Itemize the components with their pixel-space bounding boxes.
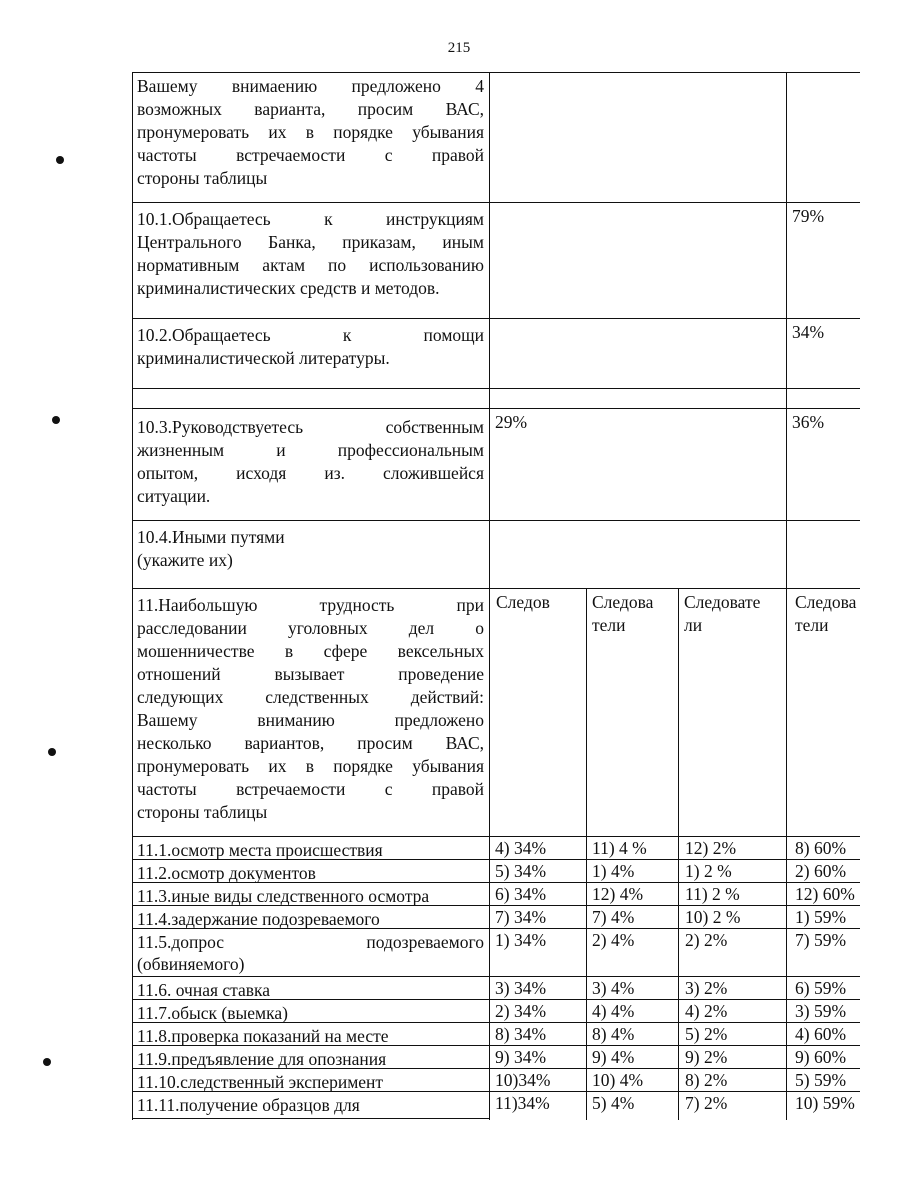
question-10-1-value: 79% — [792, 206, 825, 226]
intro-line: пронумеровать их в порядке убывания — [137, 122, 484, 142]
intro-line: Вашему внимаению предложено 4 — [137, 76, 484, 96]
question-10-3-text: опытом, исходя из. сложившейся — [137, 463, 484, 483]
table-cell-value: 6) 59% — [795, 978, 847, 998]
table-cell-value: 2) 34% — [495, 1001, 547, 1021]
row-divider — [132, 588, 860, 589]
table-cell-value: 4) 2% — [685, 1001, 728, 1021]
table-row-label: (обвиняемого) — [137, 954, 245, 974]
table-cell-value: 1) 2 % — [685, 861, 732, 881]
table-cell-value: 3) 2% — [685, 978, 728, 998]
table-row-label: 11.7.обыск (выемка) — [137, 1003, 288, 1023]
table-cell-value: 5) 59% — [795, 1070, 847, 1090]
row-divider — [132, 202, 860, 203]
question-10-3-text: ситуации. — [137, 486, 211, 506]
table-cell-value: 10) 2 % — [685, 907, 741, 927]
table-cell-value: 2) 60% — [795, 861, 847, 881]
table-cell-value: 12) 60% — [795, 884, 855, 904]
question-10-3-text: жизненным и профессиональным — [137, 440, 484, 460]
question-11-text: мошенничестве в сфере вексельных — [137, 641, 484, 661]
question-10-2-value: 34% — [792, 322, 825, 342]
column-divider — [786, 72, 787, 1120]
table-row-label: 11.4.задержание подозреваемого — [137, 909, 380, 929]
table-cell-value: 10)34% — [495, 1070, 551, 1090]
table-cell-value: 3) 34% — [495, 978, 547, 998]
question-11-text: отношений вызывает проведение — [137, 664, 484, 684]
table-cell-value: 7) 34% — [495, 907, 547, 927]
table-border-top — [132, 72, 860, 73]
question-11-text: частоты встречаемости с правой — [137, 779, 484, 799]
table-cell-value: 8) 34% — [495, 1024, 547, 1044]
row-divider — [132, 408, 860, 409]
table-cell-value: 9) 60% — [795, 1047, 847, 1067]
column-divider — [489, 72, 490, 1120]
table-border-left — [132, 72, 133, 1120]
table-cell-value: 11) 2 % — [685, 884, 740, 904]
table-cell-value: 9) 34% — [495, 1047, 547, 1067]
column-header: Следова — [592, 592, 654, 612]
survey-table — [130, 66, 860, 1120]
table-row-label: 11.3.иные виды следственного осмотра — [137, 886, 430, 906]
table-cell-value: 5) 2% — [685, 1024, 728, 1044]
intro-line: возможных варианта, просим ВАС, — [137, 99, 484, 119]
table-cell-value: 3) 4% — [592, 978, 635, 998]
table-border-bottom — [132, 1118, 490, 1119]
table-row-label: 11.8.проверка показаний на месте — [137, 1026, 389, 1046]
question-11-text: стороны таблицы — [137, 802, 268, 822]
intro-line: стороны таблицы — [137, 168, 268, 188]
intro-line: частоты встречаемости с правой — [137, 145, 484, 165]
column-header: Следова — [795, 592, 857, 612]
column-divider — [586, 588, 587, 1120]
table-cell-value: 8) 2% — [685, 1070, 728, 1090]
column-header: ли — [684, 615, 703, 635]
table-cell-value: 10) 4% — [592, 1070, 644, 1090]
question-10-2-text: 10.2.Обращаетесь к помощи — [137, 325, 484, 345]
table-row-label: 11.9.предъявление для опознания — [137, 1049, 387, 1069]
table-row-label: 11.11.получение образцов для — [137, 1095, 360, 1115]
punch-mark — [52, 416, 60, 424]
table-cell-value: 11) 4 % — [592, 838, 647, 858]
table-cell-value: 6) 34% — [495, 884, 547, 904]
question-10-3-value: 36% — [792, 412, 825, 432]
table-cell-value: 7) 59% — [795, 930, 847, 950]
punch-mark — [56, 156, 64, 164]
question-10-2-text: криминалистической литературы. — [137, 348, 390, 368]
question-10-1-text: криминалистических средств и методов. — [137, 278, 440, 298]
question-10-1-text: 10.1.Обращаетесь к инструкциям — [137, 209, 484, 229]
table-row-label: 11.6. очная ставка — [137, 980, 271, 1000]
column-header: тели — [795, 615, 829, 635]
table-cell-value: 7) 4% — [592, 907, 635, 927]
row-divider — [132, 520, 860, 521]
column-header: тели — [592, 615, 626, 635]
table-cell-value: 1) 59% — [795, 907, 847, 927]
question-11-text: 11.Наибольшую трудность при — [137, 595, 484, 615]
table-cell-value: 4) 4% — [592, 1001, 635, 1021]
question-10-4-text: (укажите их) — [137, 550, 233, 570]
table-cell-value: 5) 4% — [592, 1093, 635, 1113]
question-11-text: пронумеровать их в порядке убывания — [137, 756, 484, 776]
table-cell-value: 7) 2% — [685, 1093, 728, 1113]
table-row-label: 11.10.следственный эксперимент — [137, 1072, 384, 1092]
row-divider — [132, 318, 860, 319]
question-10-1-text: Центрального Банка, приказам, иным — [137, 232, 484, 252]
question-11-text: расследовании уголовных дел о — [137, 618, 484, 638]
column-header: Следовате — [684, 592, 761, 612]
question-11-text: Вашему вниманию предложено — [137, 710, 484, 730]
column-header: Следов — [496, 592, 550, 612]
table-cell-value: 1) 34% — [495, 930, 547, 950]
question-10-3-text: 10.3.Руководствуетесь собственным — [137, 417, 484, 437]
row-divider — [132, 836, 860, 837]
table-cell-value: 12) 4% — [592, 884, 644, 904]
question-10-1-text: нормативным актам по использованию — [137, 255, 484, 275]
table-cell-value: 4) 34% — [495, 838, 547, 858]
table-row-label: 11.5.допрос подозреваемого — [137, 932, 484, 952]
punch-mark — [48, 748, 56, 756]
table-cell-value: 11)34% — [495, 1093, 550, 1113]
table-cell-value: 3) 59% — [795, 1001, 847, 1021]
table-cell-value: 8) 4% — [592, 1024, 635, 1044]
table-cell-value: 4) 60% — [795, 1024, 847, 1044]
table-cell-value: 1) 4% — [592, 861, 635, 881]
table-cell-value: 12) 2% — [685, 838, 737, 858]
row-divider — [132, 976, 860, 977]
table-cell-value: 8) 60% — [795, 838, 847, 858]
page-number: 215 — [447, 40, 471, 56]
table-cell-value: 2) 4% — [592, 930, 635, 950]
column-divider — [678, 588, 679, 1120]
question-10-3-value: 29% — [495, 412, 528, 432]
punch-mark — [43, 1058, 51, 1066]
table-cell-value: 9) 4% — [592, 1047, 635, 1067]
question-11-text: несколько вариантов, просим ВАС, — [137, 733, 484, 753]
table-cell-value: 2) 2% — [685, 930, 728, 950]
row-divider — [132, 388, 860, 389]
table-row-label: 11.2.осмотр документов — [137, 863, 316, 883]
table-row-label: 11.1.осмотр места происшествия — [137, 840, 383, 860]
question-10-4-text: 10.4.Иными путями — [137, 527, 285, 547]
table-cell-value: 5) 34% — [495, 861, 547, 881]
question-11-text: следующих следственных действий: — [137, 687, 484, 707]
table-cell-value: 9) 2% — [685, 1047, 728, 1067]
table-cell-value: 10) 59% — [795, 1093, 855, 1113]
